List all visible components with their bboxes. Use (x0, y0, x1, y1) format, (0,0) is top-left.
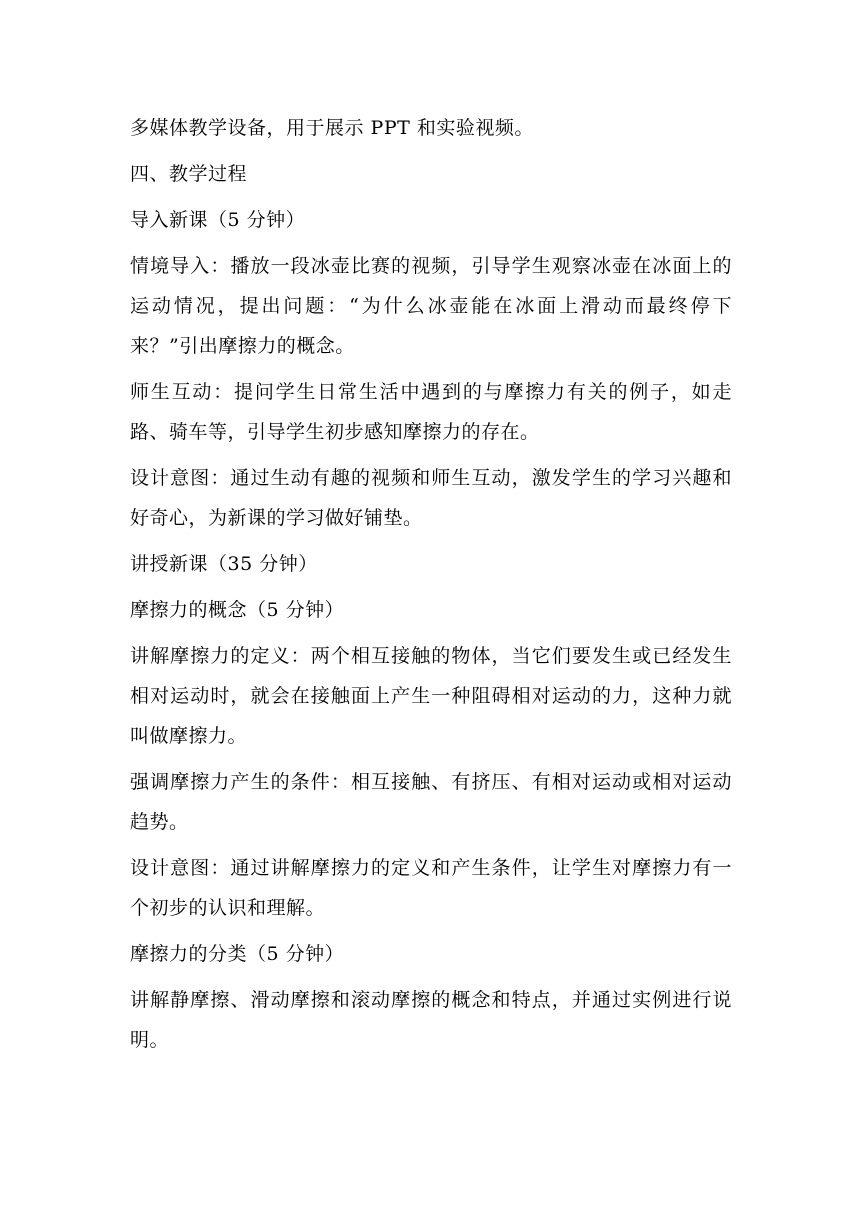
paragraph-friction-types-explanation: 讲解静摩擦、滑动摩擦和滚动摩擦的概念和特点，并通过实例进行说明。 (130, 989, 732, 1051)
paragraph-friction-definition: 讲解摩擦力的定义：两个相互接触的物体，当它们要发生或已经发生相对运动时，就会在接触面上产生一种阻碍相对运动的力，这种力就叫做摩擦力。 (130, 645, 732, 747)
document-body (130, 108, 732, 1060)
subheading-introduction: 导入新课（5 分钟） (130, 209, 306, 231)
subheading-new-lesson: 讲授新课（35 分钟） (130, 553, 318, 575)
paragraph-equipment: 多媒体教学设备，用于展示 PPT 和实验视频。 (130, 117, 534, 139)
paragraph-teacher-student-interaction: 师生互动：提问学生日常生活中遇到的与摩擦力有关的例子，如走路、骑车等，引导学生初步感知摩擦力的存在。 (130, 381, 732, 443)
paragraph-design-intent-1: 设计意图：通过生动有趣的视频和师生互动，激发学生的学习兴趣和好奇心，为新课的学习做好铺垫。 (130, 467, 732, 529)
subheading-friction-concept: 摩擦力的概念（5 分钟） (130, 599, 345, 621)
paragraph-design-intent-2: 设计意图：通过讲解摩擦力的定义和产生条件，让学生对摩擦力有一个初步的认识和理解。 (130, 857, 732, 919)
paragraph-friction-conditions: 强调摩擦力产生的条件：相互接触、有挤压、有相对运动或相对运动趋势。 (130, 771, 732, 833)
section-heading-teaching-process: 四、教学过程 (130, 163, 248, 185)
paragraph-scenario-intro: 情境导入：播放一段冰壶比赛的视频，引导学生观察冰壶在冰面上的运动情况，提出问题：“为什么冰壶能在冰面上滑动而最终停下来？”引出摩擦力的概念。 (130, 255, 732, 357)
subheading-friction-types: 摩擦力的分类（5 分钟） (130, 943, 345, 965)
